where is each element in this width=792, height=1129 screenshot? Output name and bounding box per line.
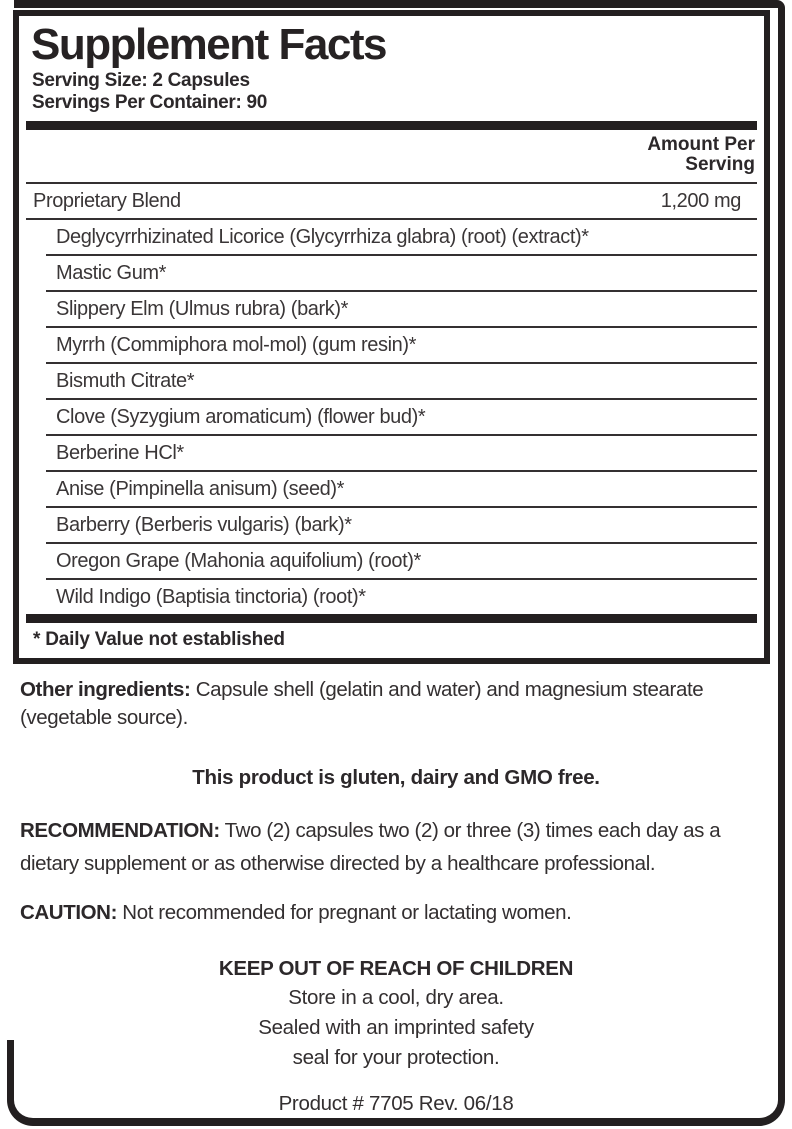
caution-label: CAUTION: — [20, 900, 118, 924]
caution-text: Not recommended for pregnant or lactating women. — [117, 900, 572, 924]
amount-per-serving-header — [26, 130, 757, 182]
ingredient-row: Mastic Gum* — [56, 262, 167, 284]
ingredient-row: Wild Indigo (Baptisia tinctoria) (root)* — [56, 586, 366, 608]
keep-out-of-reach: KEEP OUT OF REACH OF CHILDREN — [218, 956, 574, 980]
panel-title: Supplement Facts — [31, 20, 386, 69]
other-ingredients — [20, 676, 726, 732]
serving-size: Serving Size: 2 Capsules — [32, 70, 250, 91]
proprietary-blend-row — [26, 184, 757, 218]
ingredient-row: Deglycyrrhizinated Licorice (Glycyrrhiza glabra) (root) (extract)* — [56, 226, 589, 248]
free-statement: This product is gluten, dairy and GMO free. — [192, 766, 600, 789]
amount-header-line2: Serving — [685, 154, 755, 175]
amount-header-line1: Amount Per — [647, 134, 755, 155]
blend-name: Proprietary Blend — [33, 190, 181, 212]
thick-rule-top — [26, 121, 757, 130]
caution — [20, 901, 726, 925]
servings-per-container: Servings Per Container: 90 — [32, 92, 268, 113]
ingredient-list — [26, 220, 757, 614]
ingredient-row: Barberry (Berberis vulgaris) (bark)* — [56, 514, 352, 536]
storage-line-1: Store in a cool, dry area. — [288, 985, 504, 1009]
recommendation-text: Two (2) capsules two (2) or three (3) times each day as a dietary supplement or as otherwise directed by a healthcare professional. — [20, 819, 721, 875]
storage-line-2: Sealed with an imprinted safety — [258, 1015, 534, 1039]
storage-line-3: seal for your protection. — [292, 1045, 500, 1069]
ingredient-row: Bismuth Citrate* — [56, 370, 195, 392]
thick-rule-bottom — [26, 614, 757, 623]
supplement-facts-panel — [13, 10, 770, 664]
daily-value-footnote: * Daily Value not established — [33, 629, 285, 650]
ingredient-row: Slippery Elm (Ulmus rubra) (bark)* — [56, 298, 349, 320]
blend-amount: 1,200 mg — [660, 190, 741, 212]
other-ingredients-text: Capsule shell (gelatin and water) and magnesium stearate (vegetable source). — [20, 678, 704, 729]
ingredient-row: Clove (Syzygium aromaticum) (flower bud)* — [56, 406, 426, 428]
recommendation — [20, 814, 726, 880]
storage-block — [0, 955, 792, 1115]
ingredient-row: Anise (Pimpinella anisum) (seed)* — [56, 478, 345, 500]
recommendation-label: RECOMMENDATION: — [20, 819, 220, 842]
product-number: Product # 7705 Rev. 06/18 — [278, 1091, 514, 1115]
ingredient-row: Myrrh (Commiphora mol-mol) (gum resin)* — [56, 334, 417, 356]
ingredient-row: Berberine HCl* — [56, 442, 184, 464]
other-ingredients-label: Other ingredients: — [20, 678, 191, 701]
ingredient-row: Oregon Grape (Mahonia aquifolium) (root)* — [56, 550, 421, 572]
